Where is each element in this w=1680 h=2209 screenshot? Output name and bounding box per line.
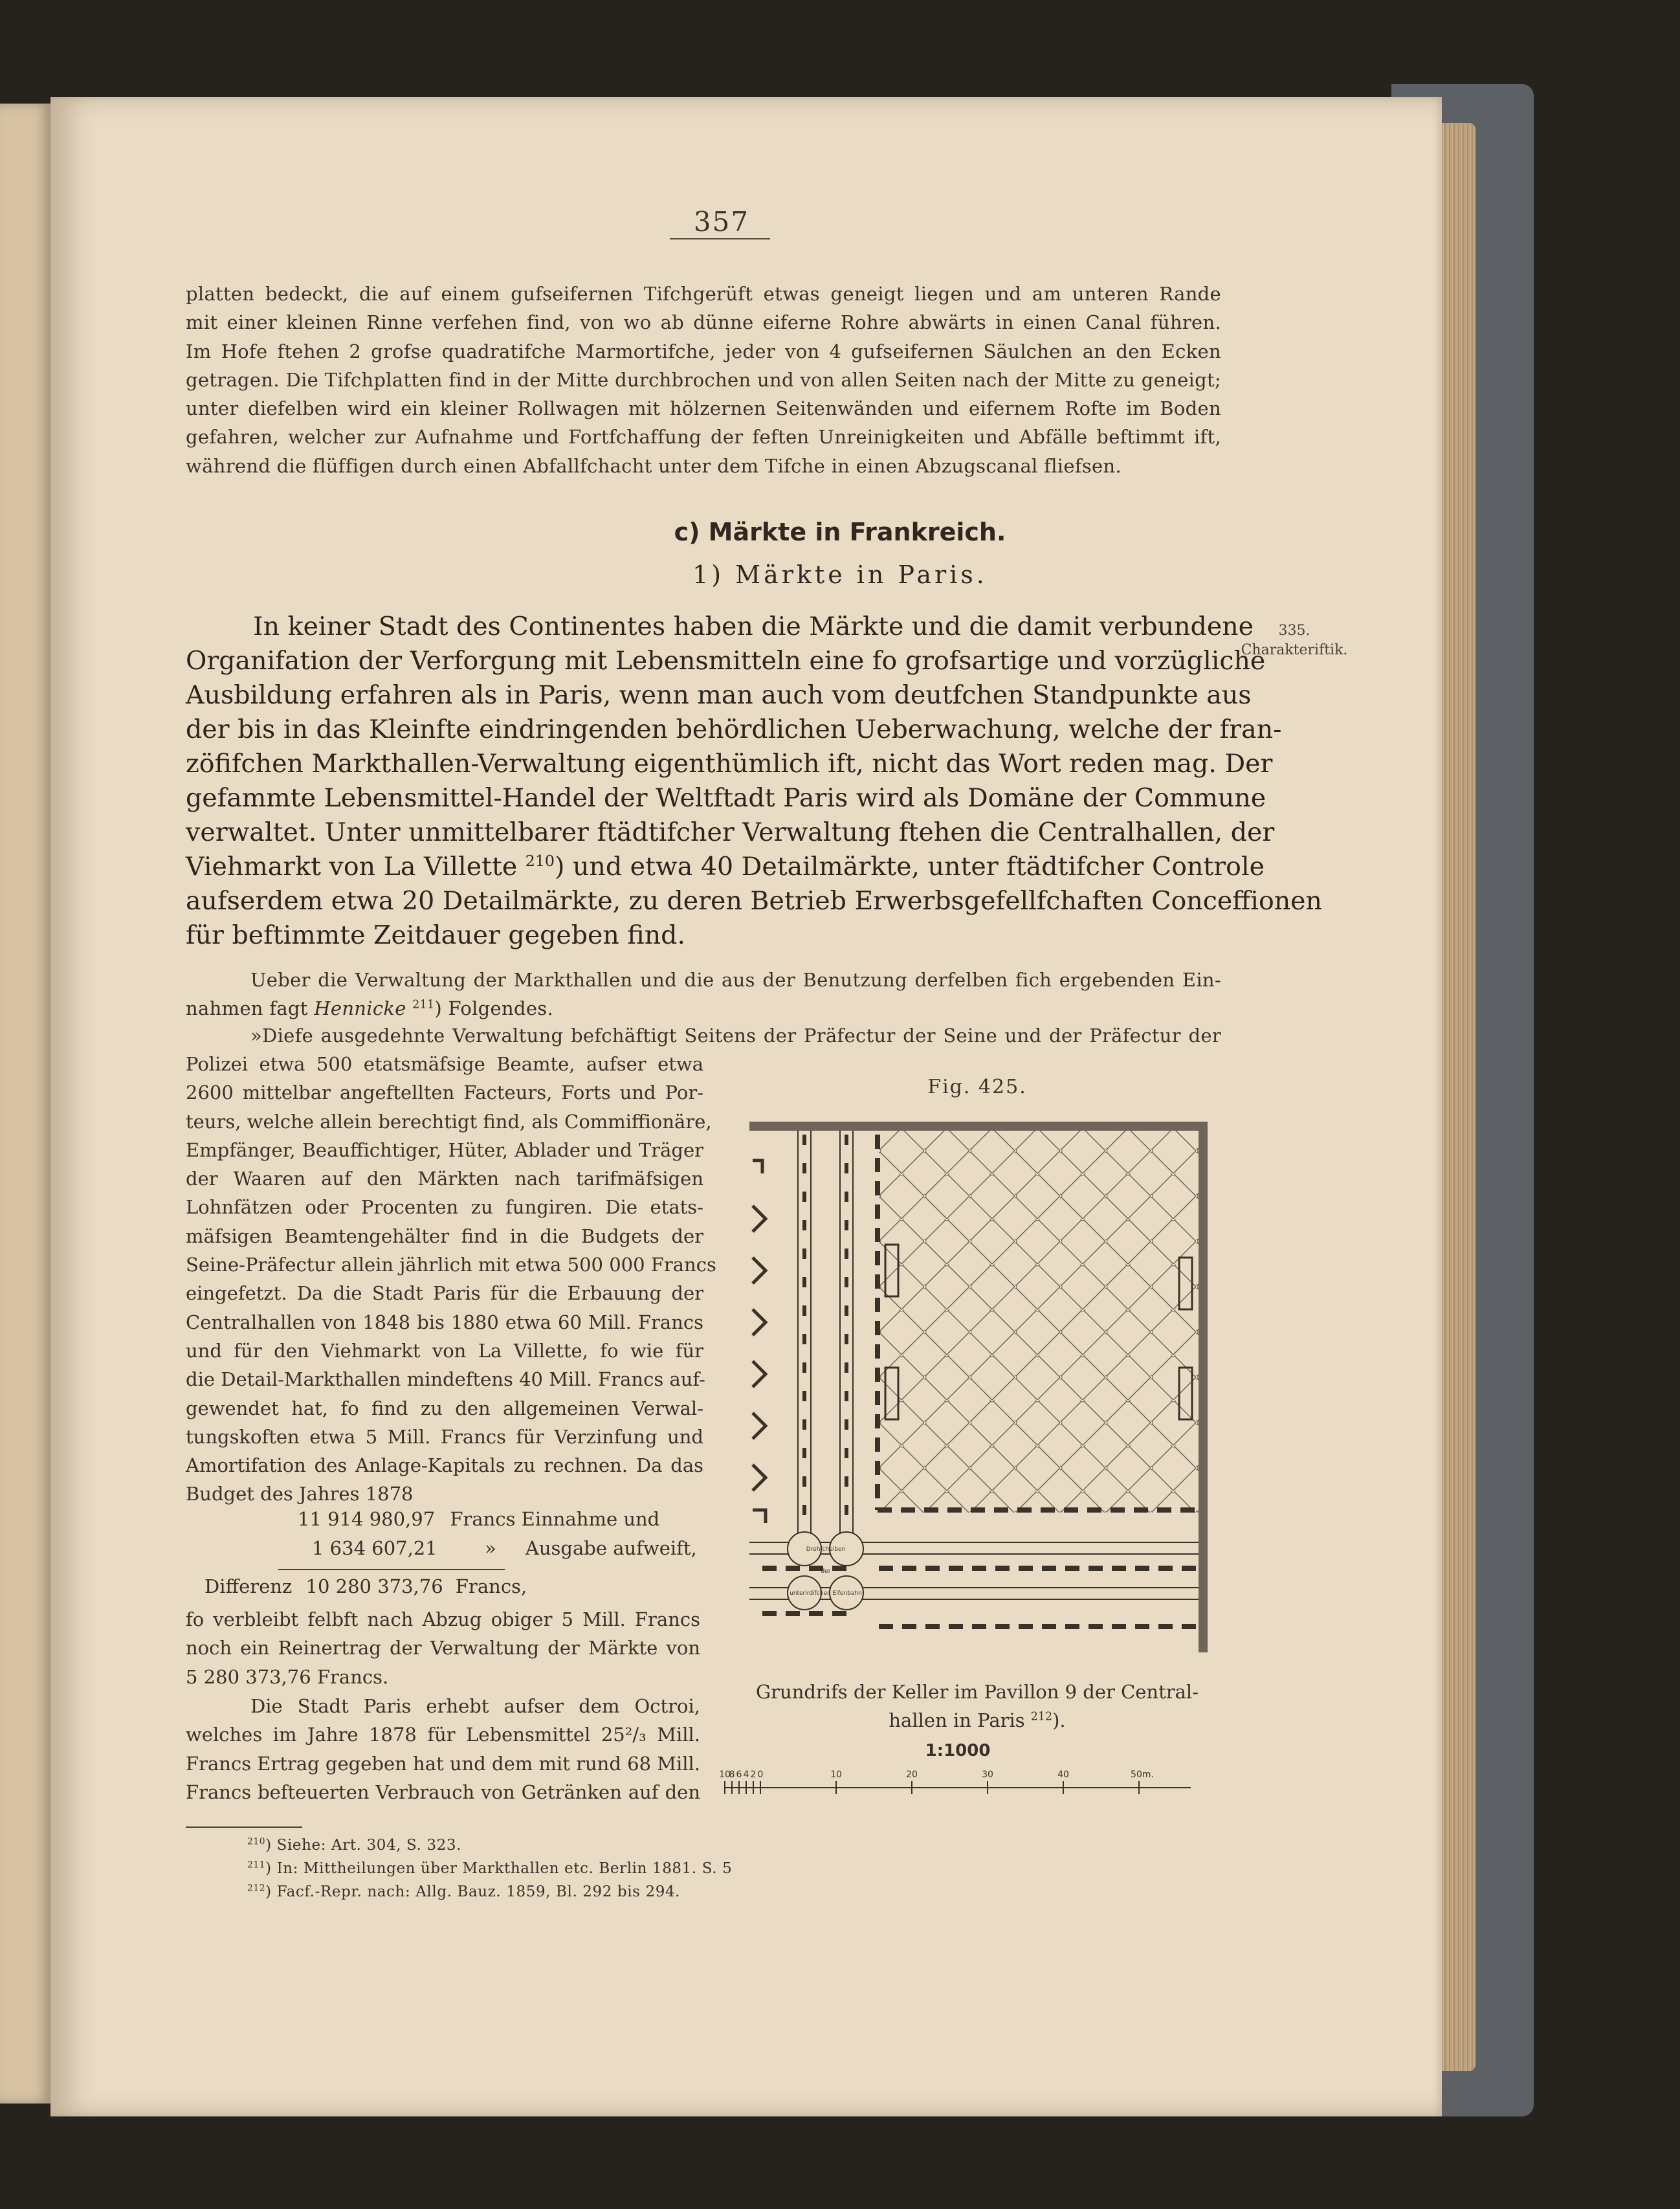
figure-inner-label: Drehfcheiben <box>806 1546 846 1553</box>
text-line: während die flüffigen durch einen Abfallfchacht unter dem Tifche in einen Abzugscanal fliefsen. <box>186 454 1122 477</box>
page-number-rule <box>670 238 770 239</box>
budget-difference-label: Differenz <box>204 1575 293 1597</box>
author-name: Hennicke <box>314 997 406 1020</box>
text-fragment: ). <box>1052 1709 1066 1731</box>
quote-first-line <box>186 1021 1221 1050</box>
text-line: gefahren, welcher zur Aufnahme und Fortfchaffung der feften Unreinigkeiten und Abfälle beftimmt ift, <box>186 426 1221 449</box>
text-line: Ausbildung erfahren als in Paris, wenn man auch vom deutfchen Standpunkte aus <box>186 680 1252 710</box>
text-line: mit einer kleinen Rinne verfehen find, von wo ab dünne eiferne Rohre abwärts in einen Canal führen. <box>186 311 1221 334</box>
page-number: 357 <box>693 206 750 238</box>
text-line: Centralhallen von 1848 bis 1880 etwa 60 Mill. Francs <box>186 1311 703 1333</box>
text-line: Polizei etwa 500 etatsmäfsige Beamte, aufser etwa <box>186 1053 703 1075</box>
footnote-ref: 212 <box>1030 1710 1053 1724</box>
text-fragment: hallen in Paris <box>889 1709 1025 1731</box>
text-line: Die Stadt Paris erhebt aufser dem Octroi, <box>250 1695 700 1717</box>
text-line: mäfsigen Beamtengehälter find in die Budgets der <box>186 1225 703 1247</box>
scale-tick: 6 <box>736 1770 742 1780</box>
text-line: In keiner Stadt des Continentes haben die Märkte und die damit verbundene <box>253 612 1254 641</box>
budget-expense-label: Ausgabe aufweift, <box>525 1537 697 1559</box>
text-line: der bis in das Kleinfte eindringenden behördlichen Ueberwachung, welche der fran- <box>186 715 1282 744</box>
figure-caption <box>725 1678 1230 1735</box>
hennicke-paragraph <box>186 966 1221 1023</box>
subsection-title: 1) Märkte in Paris. <box>692 561 988 589</box>
text-fragment: nahmen fagt <box>186 997 315 1020</box>
text-line: 2600 mittelbar angeftellten Facteurs, Forts und Por- <box>186 1082 703 1104</box>
footnote <box>247 1860 732 1877</box>
text-line: Seine-Präfectur allein jährlich mit etwa 500 000 Francs <box>186 1254 716 1276</box>
footnote-ref: 210 <box>525 851 555 870</box>
margin-note-number: 335. <box>1278 623 1310 639</box>
text-fragment: ) und etwa 40 Detailmärkte, unter ftädtifcher Controle <box>554 852 1265 882</box>
footnote-rule <box>186 1826 302 1828</box>
text-line: verwaltet. Unter unmittelbarer ftädtifcher Verwaltung ftehen die Centralhallen, der <box>186 817 1275 847</box>
text-line: noch ein Reinertrag der Verwaltung der Märkte von <box>186 1637 700 1660</box>
budget-expense-row <box>312 1537 697 1559</box>
text-line: Im Hofe ftehen 2 grofse quadratifche Marmortifche, jeder von 4 gufseifernen Säulchen an den Ecken <box>186 340 1221 362</box>
figure-caption-line: Grundrifs der Keller im Pavillon 9 der Central- <box>755 1681 1199 1703</box>
left-column <box>186 1050 716 1509</box>
text-line: die Detail-Markthallen mindeftens 40 Mill. Francs auf- <box>186 1368 705 1391</box>
footnote <box>247 1837 461 1854</box>
text-line: tungskoften etwa 5 Mill. Francs für Verzinfung und <box>186 1425 703 1448</box>
footnote-text: ) Siehe: Art. 304, S. 323. <box>265 1837 461 1854</box>
text-line: Empfänger, Beauffichtiger, Hüter, Ablader und Träger <box>186 1138 703 1161</box>
text-line: teurs, welche allein berechtigt find, als Commiffionäre, <box>186 1110 712 1133</box>
budget-difference-amount: 10 280 373,76 <box>305 1575 443 1597</box>
budget-income-label: Francs Einnahme und <box>450 1508 660 1530</box>
figure-inner-label: der <box>821 1568 831 1575</box>
scale-tick: 10 <box>719 1770 731 1780</box>
footnote-number: 212 <box>247 1883 266 1894</box>
scale-bar <box>718 1760 1210 1799</box>
sum-rule <box>278 1569 505 1570</box>
scale-tick: 10 <box>830 1770 842 1780</box>
scale-tick: 2 <box>750 1770 757 1780</box>
footnote-text: ) In: Mittheilungen über Markthallen etc. Berlin 1881. S. 5 <box>265 1860 733 1877</box>
scale-tick: 40 <box>1057 1770 1069 1780</box>
text-line: gewendet hat, fo find zu den allgemeinen Verwal- <box>186 1397 703 1419</box>
footnote-ref: 211 <box>412 998 435 1012</box>
text-line: fo verbleibt felbft nach Abzug obiger 5 Mill. Francs <box>186 1608 700 1630</box>
text-line: Francs befteuerten Verbrauch von Getränken auf den <box>186 1781 700 1803</box>
scale-tick: 4 <box>743 1770 749 1780</box>
text-line: welches im Jahre 1878 für Lebensmittel 25²/₃ Mill. <box>186 1724 700 1746</box>
cellar-floor-plan <box>749 1122 1208 1672</box>
text-line: und für den Viehmarkt von La Villette, fo wie für <box>186 1339 703 1362</box>
scale-tick: 30 <box>982 1770 993 1780</box>
figure-label: Fig. 425. <box>927 1076 1027 1098</box>
budget-difference-row <box>204 1575 527 1597</box>
text-line: 5 280 373,76 Francs. <box>186 1665 389 1688</box>
scale-tick: 20 <box>906 1770 918 1780</box>
octroi-paragraph <box>186 1692 700 1806</box>
footnote-text: ) Facf.-Repr. nach: Allg. Bauz. 1859, Bl. 292 bis 294. <box>265 1883 681 1900</box>
text-line: Lohnfätzen oder Procenten zu fungiren. Die etats- <box>186 1196 703 1219</box>
scale-tick: 8 <box>729 1770 735 1780</box>
budget-expense-mark: » <box>484 1537 496 1559</box>
left-page-edge <box>0 104 52 2104</box>
text-line: der Waaren auf den Märkten nach tarifmäfsigen <box>186 1168 703 1190</box>
text-line: gefammte Lebensmittel-Handel der Weltftadt Paris wird als Domäne der Commune <box>186 783 1266 813</box>
scale-tick: 0 <box>757 1770 764 1780</box>
scale-tick: 50m. <box>1131 1770 1154 1780</box>
text-line: Budget des Jahres 1878 <box>186 1483 414 1505</box>
text-fragment: Viehmarkt von La Villette <box>186 852 518 882</box>
margin-note-label: Charakteriftik. <box>1241 642 1348 658</box>
text-line <box>186 850 1265 884</box>
budget-income-row <box>298 1508 659 1530</box>
figure-inner-label: unterirdifchen Eifenbahn <box>790 1590 862 1597</box>
text-line: Francs Ertrag gegeben hat und dem mit rund 68 Mill. <box>186 1752 700 1775</box>
text-line: Ueber die Verwaltung der Markthallen und die aus der Benutzung derfelben fich ergebenden Ein- <box>250 969 1221 991</box>
section-title: c) Märkte in Frankreich. <box>674 518 1006 546</box>
after-budget-paragraph <box>186 1605 700 1691</box>
figure-caption-line <box>725 1706 1230 1735</box>
footnote-number: 210 <box>247 1836 266 1847</box>
text-line: »Diefe ausgedehnte Verwaltung befchäftigt Seitens der Präfectur der Seine und der Präfectur der <box>250 1025 1221 1047</box>
intro-paragraph <box>186 280 1221 480</box>
text-line: zöfifchen Markthallen-Verwaltung eigenthümlich ift, nicht das Wort reden mag. Der <box>186 749 1273 779</box>
text-line <box>186 994 1221 1023</box>
footnote-number: 211 <box>247 1859 266 1870</box>
hall-grid <box>879 1131 1199 1513</box>
scale-label: 1:1000 <box>925 1741 991 1760</box>
text-line: aufserdem etwa 20 Detailmärkte, zu deren Betrieb Erwerbsgefellfchaften Conceffionen <box>186 886 1322 916</box>
footnote <box>247 1883 680 1900</box>
budget-expense-amount: 1 634 607,21 <box>312 1537 437 1559</box>
text-line: getragen. Die Tifchplatten find in der Mitte durchbrochen und von allen Seiten nach der Mitte zu geneigt; <box>186 368 1221 391</box>
text-line: eingefetzt. Da die Stadt Paris für die Erbauung der <box>186 1282 703 1305</box>
text-line: unter diefelben wird ein kleiner Rollwagen mit hölzernen Seitenwänden und eifernem Rofte im Boden <box>186 397 1221 420</box>
text-line: für beftimmte Zeitdauer gegeben find. <box>186 920 686 950</box>
text-fragment: ) Folgendes. <box>434 997 553 1020</box>
budget-difference-unit: Francs, <box>455 1575 527 1597</box>
budget-income-amount: 11 914 980,97 <box>298 1508 436 1530</box>
text-line: Organifation der Verforgung mit Lebensmitteln eine fo grofsartige und vorzügliche <box>186 646 1266 676</box>
text-line: platten bedeckt, die auf einem gufseifernen Tifchgerüft etwas geneigt liegen und am unteren Rande <box>186 283 1221 305</box>
text-line: Amortifation des Anlage-Kapitals zu rechnen. Da das <box>186 1454 703 1477</box>
